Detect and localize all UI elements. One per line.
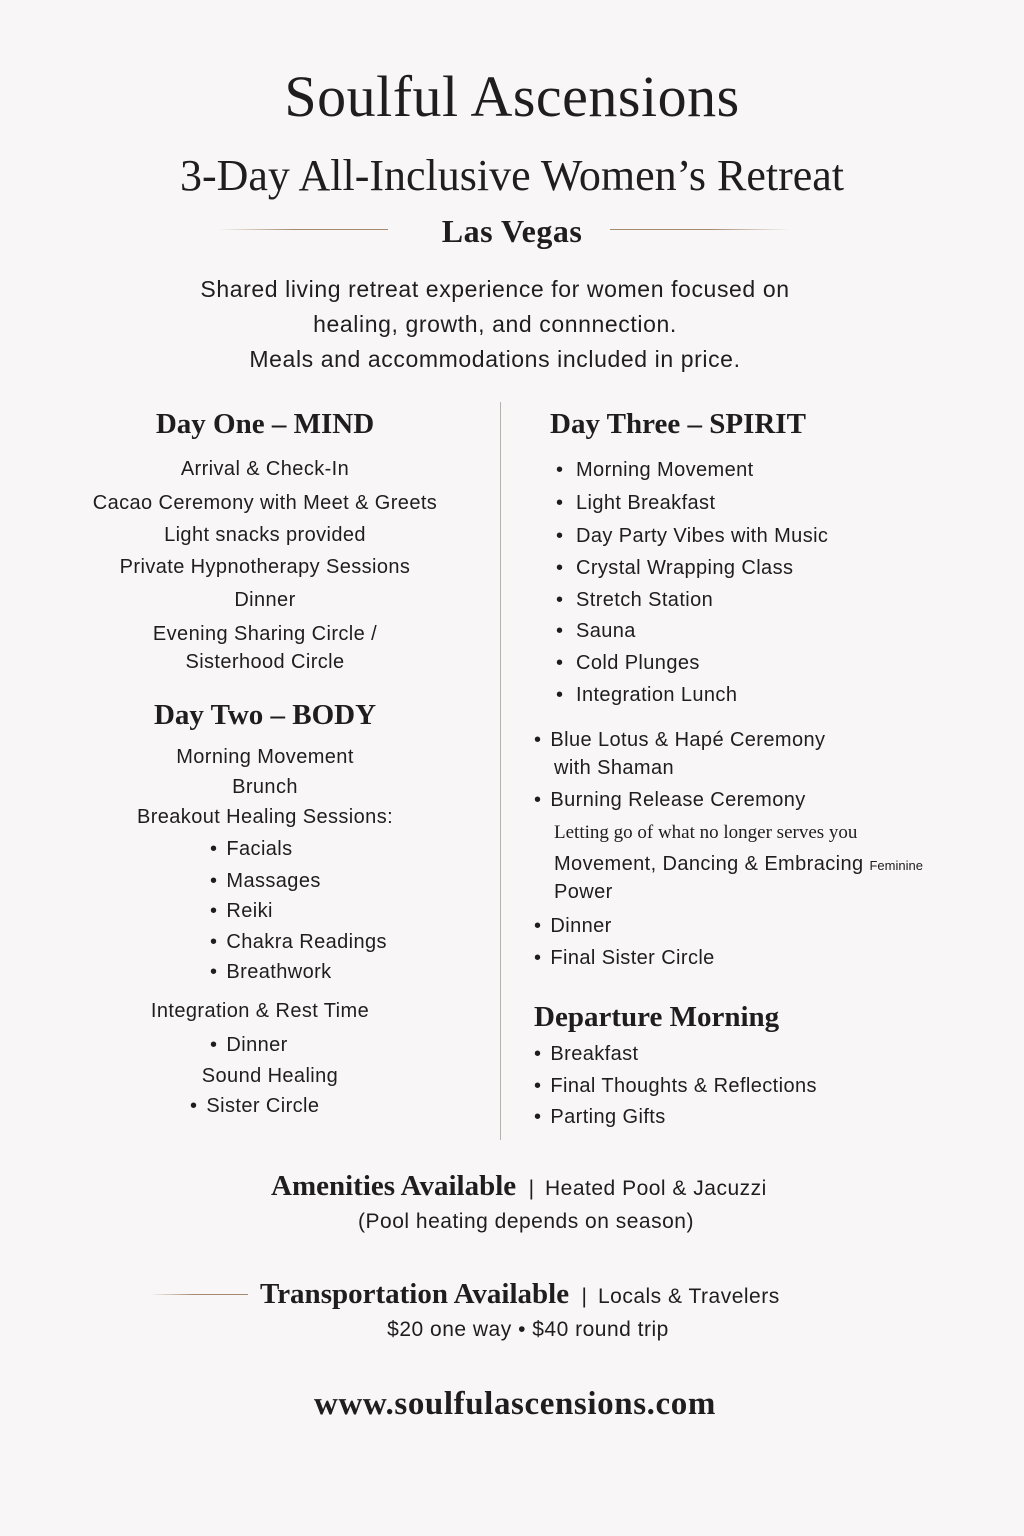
final-sister-circle-label: Final Sister Circle (550, 947, 715, 969)
day-one-item: Evening Sharing Circle / (152, 623, 378, 645)
transport-rule (150, 1294, 248, 1295)
bullet-icon (534, 1075, 550, 1097)
list-item: • Cold Plunges (554, 649, 994, 677)
bullet-icon (534, 729, 550, 751)
feminine-label: Feminine (869, 858, 923, 873)
session-item (210, 867, 321, 895)
departure-label: Parting Gifts (550, 1106, 666, 1128)
final-sister-circle-item (534, 944, 715, 972)
list-item: • Light Breakfast (554, 489, 994, 517)
departure-label: Final Thoughts & Reflections (550, 1075, 817, 1097)
integration-rest-item: Integration & Rest Time (150, 1000, 370, 1022)
day-one-item: Light snacks provided (164, 524, 366, 546)
burning-release-item (534, 786, 806, 814)
bullet-icon (210, 870, 226, 892)
day-one-item: Sisterhood Circle (185, 651, 345, 673)
day-three-dinner (534, 912, 612, 940)
bullet-icon (534, 1043, 550, 1065)
bullet-icon (534, 1106, 550, 1128)
amenities-value: Heated Pool & Jacuzzi (545, 1177, 767, 1200)
pool-note: (Pool heating depends on season) (358, 1210, 694, 1233)
transportation-value: Locals & Travelers (597, 1285, 780, 1308)
burning-release-label: Burning Release Ceremony (550, 789, 806, 811)
bullet-icon (210, 900, 226, 922)
amenities-label: Amenities Available (271, 1170, 517, 1202)
amenities-separator: | (528, 1177, 535, 1200)
column-divider (500, 402, 501, 1140)
session-label: Chakra Readings (226, 931, 387, 953)
blue-lotus-label: Blue Lotus & Hapé Ceremony (550, 729, 826, 751)
bullet-icon (210, 1034, 226, 1056)
list-item: • Integration Lunch (554, 681, 994, 709)
list-item: • Sauna (554, 617, 994, 645)
bullet-icon (534, 947, 550, 969)
retreat-title: Soulful Ascensions (284, 64, 740, 129)
bullet-icon (210, 961, 226, 983)
intro-line: healing, growth, and connnection. (313, 311, 677, 337)
blue-lotus-item (534, 726, 825, 754)
sister-circle-item (190, 1092, 319, 1120)
day-one-item: Dinner (234, 589, 296, 611)
sound-healing-item: Sound Healing (201, 1065, 339, 1087)
session-label: Reiki (226, 900, 273, 922)
transportation-line (260, 1274, 780, 1314)
retreat-subtitle: 3-Day All-Inclusive Women’s Retreat (179, 151, 845, 200)
letting-go-note: Letting go of what no longer serves you (554, 822, 858, 843)
departure-item (534, 1072, 817, 1100)
day-two-item: Morning Movement (176, 746, 354, 768)
session-label: Massages (226, 870, 321, 892)
list-item: • Morning Movement (554, 456, 994, 484)
day-two-item: Brunch (232, 776, 298, 798)
session-label: Breathwork (226, 961, 332, 983)
transportation-separator: | (581, 1285, 588, 1308)
day-three-heading: Day Three – SPIRIT (550, 408, 806, 440)
bullet-icon (210, 838, 226, 860)
day-one-item: Arrival & Check-In (180, 458, 350, 480)
departure-item (534, 1103, 666, 1131)
dinner-label: Dinner (550, 915, 612, 937)
day-two-item: Breakout Healing Sessions: (136, 806, 394, 828)
divider-right (610, 229, 790, 230)
movement-label: Movement, Dancing & Embracing (554, 853, 864, 875)
intro-text (0, 272, 990, 377)
sister-circle-label: Sister Circle (206, 1095, 320, 1117)
session-item (210, 897, 273, 925)
list-item: • Stretch Station (554, 586, 994, 614)
list-item: • Crystal Wrapping Class (554, 554, 994, 582)
day-one-item: Private Hypnotherapy Sessions (119, 556, 411, 578)
power-label: Power (554, 881, 613, 903)
bullet-icon (534, 789, 550, 811)
transportation-label: Transportation Available (260, 1278, 570, 1310)
intro-line: Shared living retreat experience for women focused on (200, 276, 790, 302)
departure-heading: Departure Morning (534, 1001, 780, 1033)
intro-line: Meals and accommodations included in price. (249, 346, 741, 372)
bullet-icon (190, 1095, 206, 1117)
departure-item (534, 1040, 639, 1068)
day-two-dinner (210, 1031, 288, 1059)
website-link[interactable]: www.soulfulascensions.com (314, 1386, 716, 1422)
amenities-line (271, 1166, 767, 1206)
session-item (210, 928, 387, 956)
location-label: Las Vegas (441, 213, 583, 249)
session-item (210, 835, 293, 863)
bullet-icon (210, 931, 226, 953)
list-item: • Day Party Vibes with Music (554, 522, 994, 550)
transport-prices: $20 one way • $40 round trip (387, 1318, 669, 1341)
day-one-item: Cacao Ceremony with Meet & Greets (92, 492, 438, 514)
dinner-label: Dinner (226, 1034, 288, 1056)
day-one-heading: Day One – MIND (155, 408, 375, 440)
day-two-heading: Day Two – BODY (153, 699, 377, 731)
day-three-list (554, 456, 994, 709)
session-label: Facials (226, 838, 293, 860)
blue-lotus-continuation: with Shaman (554, 757, 675, 779)
bullet-icon (534, 915, 550, 937)
departure-label: Breakfast (550, 1043, 639, 1065)
session-item (210, 958, 332, 986)
movement-item (554, 850, 923, 880)
